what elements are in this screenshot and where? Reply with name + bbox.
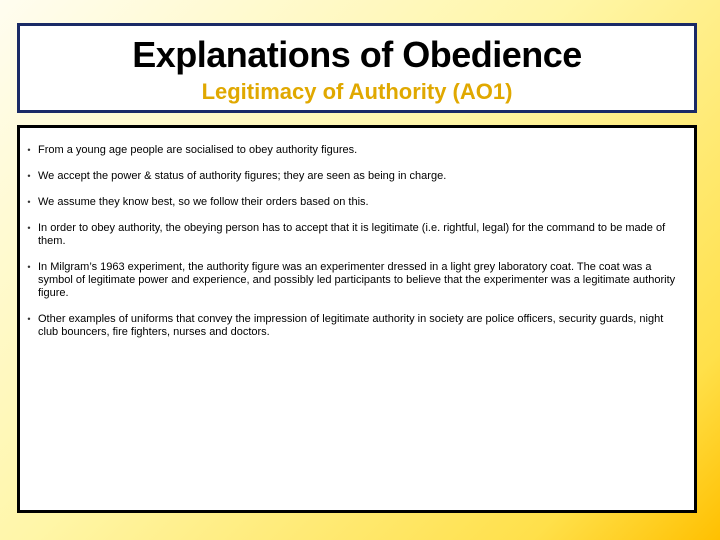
content-box bbox=[17, 125, 697, 513]
bullet-text: Other examples of uniforms that convey the impression of legitimate authority in society are police officers, security guards, night club bouncers, fire fighters, nurses and doctors. bbox=[38, 313, 664, 338]
bullet-item bbox=[20, 261, 682, 300]
bullet-item bbox=[20, 144, 682, 157]
bullet-text: In Milgram’s 1963 experiment, the authority figure was an experimenter dressed in a light grey laboratory coat. The coat was a symbol of legitimate power and experience, and possibly led participants to believe that the experimenter was a legitimate authority figure. bbox=[38, 261, 676, 299]
bullet-item bbox=[20, 170, 682, 183]
bullet-list bbox=[20, 128, 694, 339]
bullet-item bbox=[20, 313, 682, 339]
slide-subtitle: Legitimacy of Authority (AO1) bbox=[201, 79, 513, 104]
bullet-text: From a young age people are socialised to obey authority figures. bbox=[38, 144, 358, 156]
bullet-icon: • bbox=[27, 145, 31, 155]
title-box bbox=[17, 23, 697, 113]
bullet-icon: • bbox=[27, 223, 31, 233]
bullet-icon: • bbox=[27, 314, 31, 324]
bullet-item bbox=[20, 222, 682, 248]
bullet-item bbox=[20, 196, 682, 209]
bullet-icon: • bbox=[27, 262, 31, 272]
bullet-text: We assume they know best, so we follow their orders based on this. bbox=[38, 196, 369, 208]
bullet-text: We accept the power & status of authority figures; they are seen as being in charge. bbox=[38, 170, 447, 182]
bullet-icon: • bbox=[27, 197, 31, 207]
bullet-icon: • bbox=[27, 171, 31, 181]
slide-title: Explanations of Obedience bbox=[132, 34, 582, 75]
bullet-text: In order to obey authority, the obeying person has to accept that it is legitimate (i.e. rightful, legal) for the command to be made of them. bbox=[38, 222, 666, 247]
